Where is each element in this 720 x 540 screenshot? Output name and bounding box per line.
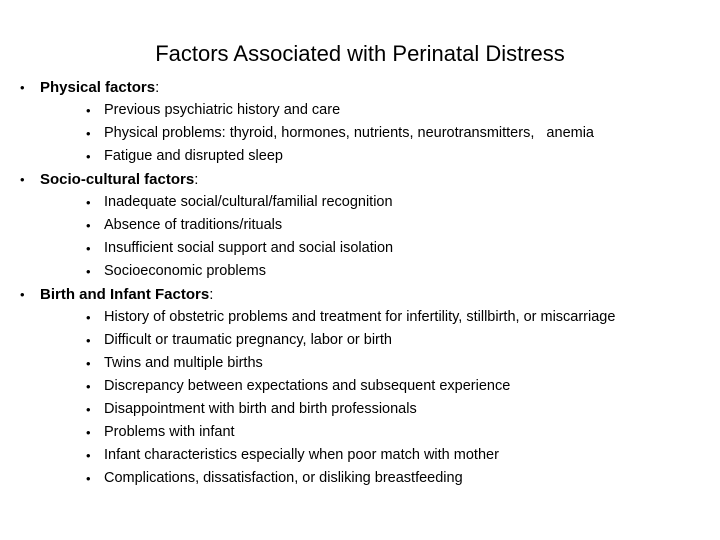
- section-title-colon: :: [155, 79, 160, 96]
- list-item-text: Infant characteristics especially when poor match with mother: [104, 447, 499, 463]
- bullet-icon: •: [86, 448, 91, 463]
- section-title-colon: :: [209, 286, 214, 303]
- list-item-text: Disappointment with birth and birth professionals: [104, 401, 417, 417]
- list-item: [0, 260, 720, 283]
- list-item-text: Complications, dissatisfaction, or disliking breastfeeding: [104, 470, 463, 486]
- list-item-text: Twins and multiple births: [104, 355, 263, 371]
- bullet-icon: •: [86, 425, 91, 440]
- list-item: [0, 352, 720, 375]
- list-item: [0, 329, 720, 352]
- bullet-icon: •: [20, 172, 25, 187]
- bullet-icon: •: [86, 471, 91, 486]
- list-item: [0, 444, 720, 467]
- list-item-text: Previous psychiatric history and care: [104, 102, 341, 118]
- bullet-icon: •: [86, 103, 91, 118]
- section-title: Birth and Infant Factors: [40, 286, 210, 303]
- list-item: [0, 398, 720, 421]
- list-item-text: Socioeconomic problems: [104, 263, 266, 279]
- list-item-text: Fatigue and disrupted sleep: [104, 148, 283, 164]
- list-item-text: Discrepancy between expectations and subsequent experience: [104, 378, 511, 394]
- list-item: [0, 375, 720, 398]
- list-item-text: Absence of traditions/rituals: [104, 217, 283, 233]
- list-item-text: Insufficient social support and social isolation: [104, 240, 394, 256]
- list-item: [0, 122, 720, 145]
- bullet-icon: •: [86, 333, 91, 348]
- bullet-icon: •: [86, 218, 91, 233]
- section-physical-factors: [0, 76, 720, 168]
- list-item-text: History of obstetric problems and treatment for infertility, stillbirth, or miscarriage: [104, 309, 616, 325]
- slide-content: [0, 76, 720, 490]
- section-birth-infant-factors: [0, 283, 720, 490]
- section-heading: [0, 283, 720, 306]
- section-socio-cultural-factors: [0, 168, 720, 283]
- bullet-icon: •: [86, 264, 91, 279]
- bullet-icon: •: [20, 287, 25, 302]
- section-heading: [0, 76, 720, 99]
- list-item: [0, 237, 720, 260]
- bullet-icon: •: [86, 356, 91, 371]
- bullet-icon: •: [86, 126, 91, 141]
- section-title: Socio-cultural factors: [40, 171, 195, 188]
- bullet-icon: •: [86, 402, 91, 417]
- bullet-icon: •: [86, 195, 91, 210]
- list-item-text: Inadequate social/cultural/familial recognition: [104, 194, 393, 210]
- bullet-icon: •: [86, 149, 91, 164]
- bullet-icon: •: [86, 379, 91, 394]
- sub-list: [0, 306, 720, 490]
- list-item-text: Difficult or traumatic pregnancy, labor or birth: [104, 332, 392, 348]
- section-title-colon: :: [194, 171, 199, 188]
- list-item: [0, 145, 720, 168]
- list-item: [0, 421, 720, 444]
- list-item: [0, 467, 720, 490]
- bullet-icon: •: [86, 241, 91, 256]
- list-item: [0, 306, 720, 329]
- list-item: [0, 191, 720, 214]
- sub-list: [0, 99, 720, 168]
- bullet-icon: •: [20, 80, 25, 95]
- section-heading: [0, 168, 720, 191]
- slide-title: Factors Associated with Perinatal Distress: [155, 41, 565, 66]
- list-item: [0, 214, 720, 237]
- list-item-text: Problems with infant: [104, 424, 235, 440]
- list-item: [0, 99, 720, 122]
- list-item-text: Physical problems: thyroid, hormones, nutrients, neurotransmitters, anemia: [104, 125, 594, 141]
- sub-list: [0, 191, 720, 283]
- section-title: Physical factors: [40, 79, 156, 96]
- bullet-icon: •: [86, 310, 91, 325]
